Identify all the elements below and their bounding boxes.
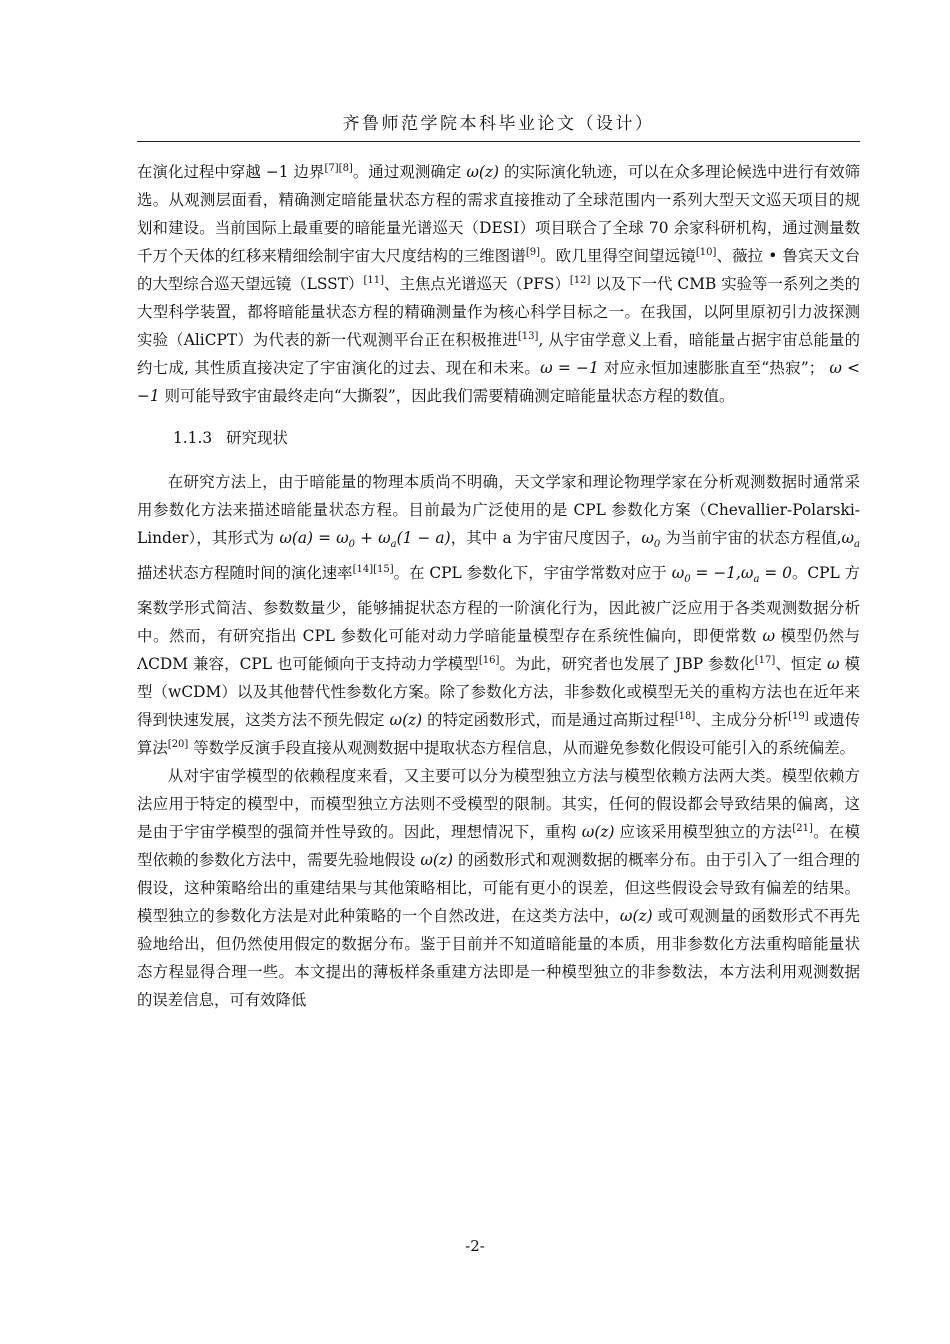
running-header: 齐鲁师范学院本科毕业论文（设计） (342, 114, 655, 134)
text-run: 对应永恒加速膨胀直至“热寂”； (598, 359, 830, 377)
text-run: 、恒定 (775, 655, 828, 674)
citation-ref: [9] (525, 247, 541, 258)
text-run: 模型仍然与 ΛCDM 兼容，CPL 也可能倾向于支持动力学模型 (137, 627, 860, 674)
text-run: 。欧几里得空间望远镜 (540, 247, 696, 265)
math-subscript: a (753, 574, 760, 586)
text-run: 描述状态方程随时间的演化速率 (137, 564, 353, 583)
body-paragraph (137, 762, 860, 1014)
text-run: 的特定函数形式，而是通过高斯过程 (422, 711, 675, 730)
text-run: 在演化过程中穿越 −1 边界 (137, 163, 325, 181)
text-run: 从对宇宙学模型的依赖程度来看，又主要可以分为模型独立方法与模型依赖方法两大类。模型依赖方法应用于特定的模型中，而模型独立方法则不受模型的限制。其实，任何的假设都会导致结果的偏离，这是由于宇宙学模型的强简并性导致的。因此，理想情况下，重构 (137, 767, 860, 842)
math-expression: ω(z) (389, 711, 423, 730)
page-number: -2- (465, 1237, 485, 1255)
citation-ref: [20] (167, 739, 189, 751)
text-run: 。为此，研究者也发展了 JBP 参数化 (499, 655, 755, 674)
text-run: 。CPL 方案数学形式简洁、参数数量少，能够捕捉状态方程的一阶演化行为，因此被广泛应用于各类观测数据分析中。然而，有研究指出 CPL 参数化可能对动力学暗能量模型存在系统性偏向，即便常数 (137, 564, 860, 646)
math-expression: ω (762, 627, 776, 646)
text-run: 则可能导致宇宙最终走向“大撕裂”，因此我们需要精确测定暗能量状态方程的数值。 (159, 387, 735, 405)
citation-ref: [11] (363, 275, 384, 286)
text-run: 、主焦点光谱巡天（PFS） (383, 275, 570, 293)
math-expression: ω (841, 529, 855, 547)
math-expression: ω(z) (466, 163, 499, 181)
text-run: , 从宇宙学意义上看，暗能量占据宇宙总能量的约七成, 其性质直接决定了宇宙演化的过去、现在和未来。 (137, 331, 860, 377)
citation-ref: [14][15] (352, 564, 394, 576)
text-run: ，其中 a 为宇宙尺度因子， (450, 529, 642, 547)
body-paragraph (137, 158, 860, 410)
text-run: 的函数形式和观测数据的概率分布。由于引入了一组合理的假设，这种策略给出的重建结果与其他策略相比，可能有更小的误差，但这些假设会导致有偏差的结果。模型独立的参数化方法是对此种策略的一个自然改进，在这类方法中， (137, 851, 860, 926)
math-expression: ω(a) = ω (279, 529, 349, 547)
math-expression: ω = −1 (540, 359, 599, 377)
math-expression: + ω (355, 529, 391, 547)
text-run: 以及下一代 CMB 实验等一系列之类的大型科学装置，都将暗能量状态方程的精确测量作为核心科学目标之一。在我国，以阿里原初引力波探测实验（AliCPT）为代表的新一代观测平台正在积极推进 (137, 275, 860, 349)
text-run: 的实际演化轨迹，可以在众多理论候选中进行有效筛选。从观测层面看，精确测定暗能量状态方程的需求直接推动了全球范围内一系列大型天文巡天项目的规划和建设。当前国际上最重要的暗能量光谱巡天（DESI）项目联合了全球 70 余家科研机构，通过测量数千万个天体的红移来精细绘制宇宙大尺度结构的三维图谱 (137, 163, 860, 265)
citation-ref: [17] (754, 655, 776, 667)
math-expression: ω (827, 655, 840, 674)
math-expression: ω(z) (581, 823, 615, 842)
math-subscript: a (854, 539, 860, 551)
section-number: 1.1.3 (173, 429, 213, 447)
citation-ref: [21] (792, 823, 813, 835)
text-run: 应该采用模型独立的方法 (614, 823, 793, 842)
text-run: 、主成分分析 (695, 711, 789, 730)
text-run: 。在模型依赖的参数化方法中，需要先验地假设 (137, 823, 860, 870)
math-expression: ω(z) (619, 907, 653, 926)
text-run: 模型（wCDM）以及其他替代性参数化方案。除了参数化方法，非参数化或模型无关的重构方法也在近年来得到快速发展，这类方法不预先假定 (137, 655, 860, 730)
math-expression: ω < −1 (137, 359, 860, 405)
text-run: 或可观测量的函数形式不再先验地给出，但仍然使用假定的数据分布。鉴于目前并不知道暗能量的本质，用非参数化方法重构暗能量状态方程显得合理一些。本文提出的薄板样条重建方法即是一种模型独立的非参数法，本方法利用观测数据的误差信息，可有效降低 (137, 907, 860, 1010)
citation-ref: [7][8] (324, 163, 353, 174)
math-expression: = −1,ω (690, 564, 754, 583)
citation-ref: [13] (517, 331, 539, 342)
text-run: 等数学反演手段直接从观测数据中提取状态方程信息，从而避免参数化假设可能引入的系统偏差。 (188, 739, 856, 758)
body-paragraph (137, 468, 860, 762)
math-subscript: 0 (684, 574, 691, 586)
citation-ref: [12] (569, 275, 591, 286)
header-divider (137, 141, 860, 142)
text-run: 或遗传算法 (137, 711, 860, 758)
math-expression: = 0 (759, 564, 792, 583)
text-run: 在研究方法上，由于暗能量的物理本质尚不明确，天文学家和理论物理学家在分析观测数据时通常采用参数化方法来描述暗能量状态方程。目前最为广泛使用的是 CPL 参数化方案（Chevallier-Polarski-Linder），其形式为 (137, 473, 860, 547)
citation-ref: [16] (478, 655, 500, 667)
text-run: 。在 CPL 参数化下，宇宙学常数对应于 (393, 564, 672, 583)
math-expression: ω (671, 564, 685, 583)
math-subscript: 0 (653, 539, 661, 551)
text-run: 、薇拉 • 鲁宾天文台的大型综合巡天望远镜（LSST） (137, 247, 860, 293)
math-expression: ω (641, 529, 654, 547)
citation-ref: [10] (695, 247, 717, 258)
text-run: 。通过观测确定 (352, 163, 467, 181)
citation-ref: [19] (788, 711, 809, 723)
math-subscript: a (390, 539, 397, 551)
section-heading (137, 424, 860, 452)
math-expression: ω(z) (420, 851, 454, 870)
section-title: 研究现状 (226, 429, 288, 447)
math-subscript: 0 (348, 539, 356, 551)
body-text (137, 158, 860, 1014)
math-expression: (1 − a) (396, 529, 451, 547)
text-run: 为当前宇宙的状态方程值, (660, 529, 842, 547)
citation-ref: [18] (674, 711, 696, 723)
